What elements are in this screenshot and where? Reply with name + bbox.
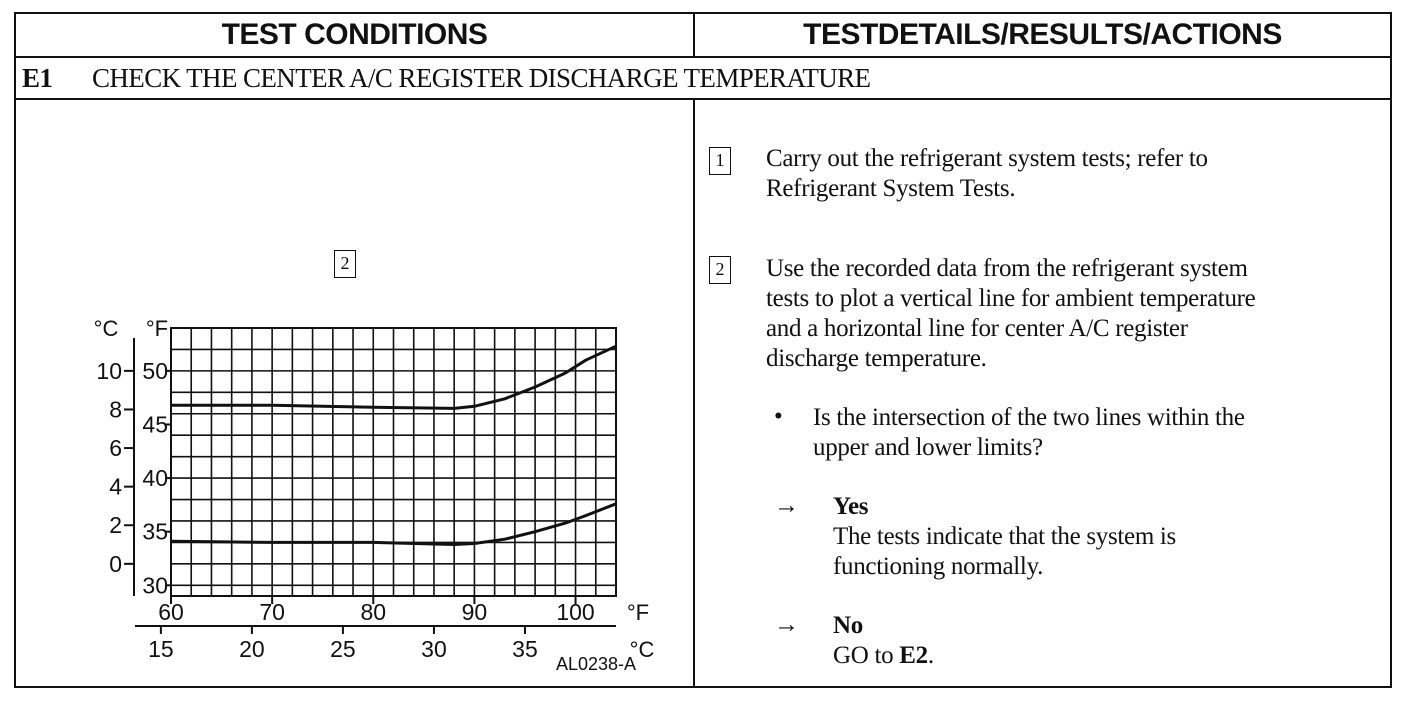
step-1 [709,147,731,175]
step-2-line-1: Use the recorded data from the refrigerant system [766,255,1248,282]
celsius-x-unit: °C [629,637,655,662]
no-text-prefix: GO to [833,642,900,669]
celsius-x-tick-label: 25 [330,636,356,662]
fahrenheit-x-tick-label: 60 [158,599,184,625]
question-line-2: upper and lower limits? [813,434,1043,461]
fahrenheit-x-unit: °F [626,600,650,625]
step-1-line-1: Carry out the refrigerant system tests; refer to [766,145,1208,172]
no-line [833,641,934,671]
question-bullet: • [774,403,783,430]
step-2-line-3: and a horizontal line for center A/C register [766,315,1188,342]
celsius-tick-label: 0 [109,550,122,577]
celsius-x-tick-label: 35 [512,636,538,662]
question-text [813,403,1245,463]
diagnostic-table [14,12,1392,688]
fahrenheit-x-tick-label: 80 [360,599,387,625]
yes-label: Yes [833,493,869,520]
fahrenheit-tick-label: 35 [142,518,168,545]
question-line-1: Is the intersection of the two lines within the [813,404,1245,431]
celsius-tick-label: 8 [109,396,122,423]
no-arrow: → [774,611,799,638]
celsius-x-tick-label: 30 [421,636,447,662]
step-2-text [766,254,1255,374]
temperature-chart [46,300,655,680]
step-1-line-2: Refrigerant System Tests. [766,175,1016,202]
yes-arrow: → [774,492,799,519]
fahrenheit-axis-unit: °F [145,316,169,341]
step-2-line-2: tests to plot a vertical line for ambient temperature [766,285,1256,312]
fahrenheit-x-tick-label: 100 [556,599,595,625]
column-divider [693,100,695,688]
fahrenheit-x-tick-label: 70 [259,599,285,625]
yes-line-2: functioning normally. [833,553,1044,580]
celsius-tick-label: 10 [96,357,122,384]
step-code: E1 [22,62,53,93]
no-answer [833,611,934,671]
no-text-suffix: . [927,642,934,669]
yes-line-1: The tests indicate that the system is [833,523,1176,550]
celsius-tick-label: 2 [109,512,122,539]
figure-step-box: 2 [334,250,356,278]
celsius-axis-unit: °C [93,316,119,341]
step-1-box: 1 [709,147,731,175]
figure-reference: AL0238-A [556,654,637,674]
step-title: CHECK THE CENTER A/C REGISTER DISCHARGE TEMPERATURE [92,62,871,93]
step-2 [709,256,731,284]
celsius-x-tick-label: 20 [239,636,265,662]
step-2-box: 2 [709,256,731,284]
step-2-line-4: discharge temperature. [766,345,987,372]
celsius-x-tick-label: 15 [148,636,174,662]
no-target-step: E2 [899,642,928,669]
celsius-tick-label: 4 [109,473,122,500]
header-test-details: TESTDETAILS/RESULTS/ACTIONS [695,14,1390,58]
fahrenheit-tick-label: 40 [142,465,168,492]
fahrenheit-tick-label: 45 [142,411,168,438]
header-test-conditions: TEST CONDITIONS [16,14,695,58]
fahrenheit-tick-label: 50 [142,357,168,384]
celsius-tick-label: 6 [109,435,122,462]
no-label: No [833,612,863,639]
yes-answer [833,492,1176,582]
step-1-text [766,144,1208,204]
fahrenheit-tick-label: 30 [142,572,168,599]
fahrenheit-x-tick-label: 90 [461,599,488,625]
step-title-row [16,58,1390,100]
